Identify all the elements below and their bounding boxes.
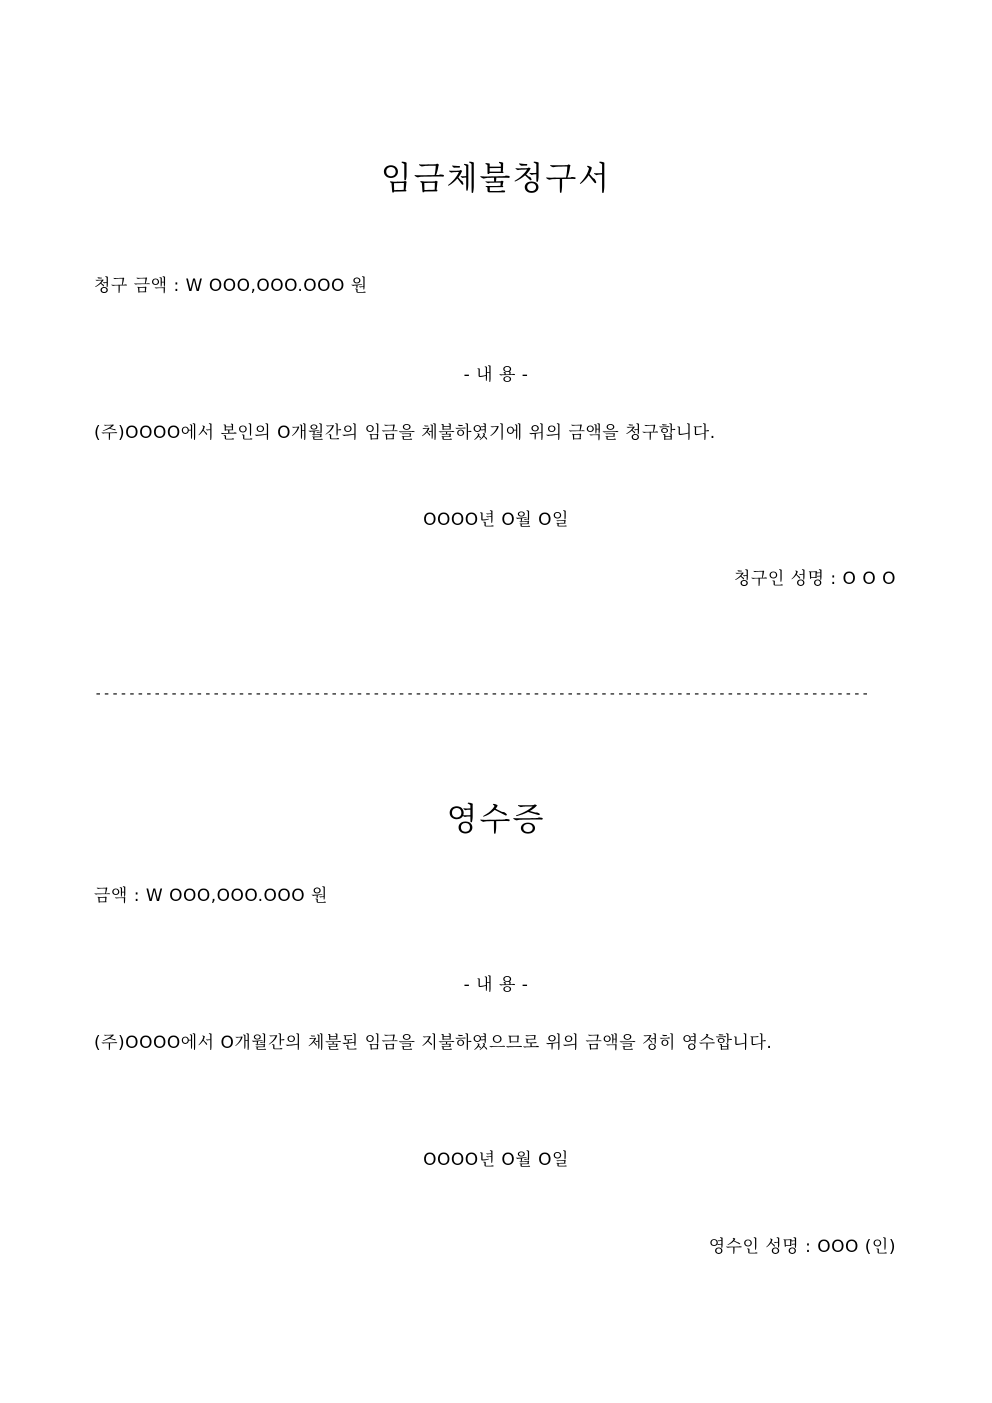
claim-title: 임금체불청구서	[380, 159, 612, 197]
receipt-title: 영수증	[446, 800, 546, 838]
claim-amount: 청구 금액 : W OOO,OOO.OOO 원	[94, 276, 368, 296]
receipt-amount: 금액 : W OOO,OOO.OOO 원	[94, 886, 328, 906]
receipt-body-text: (주)OOOO에서 O개월간의 체불된 임금을 지불하였으므로 위의 금액을 정히 영수합니다.	[94, 1033, 773, 1053]
claim-signature: 청구인 성명 : O O O	[734, 569, 896, 589]
receipt-date: OOOO년 O월 O일	[423, 1150, 569, 1170]
claim-contents-heading: - 내 용 -	[463, 365, 529, 385]
receipt-signature: 영수인 성명 : OOO (인)	[708, 1237, 896, 1257]
receipt-contents-heading: - 내 용 -	[463, 975, 529, 995]
claim-date: OOOO년 O월 O일	[423, 510, 569, 530]
claim-body-text: (주)OOOO에서 본인의 O개월간의 임금을 체불하였기에 위의 금액을 청구합니다.	[94, 423, 716, 443]
cut-line-divider: --------------------------------------------------------------------------------------------	[94, 687, 870, 701]
